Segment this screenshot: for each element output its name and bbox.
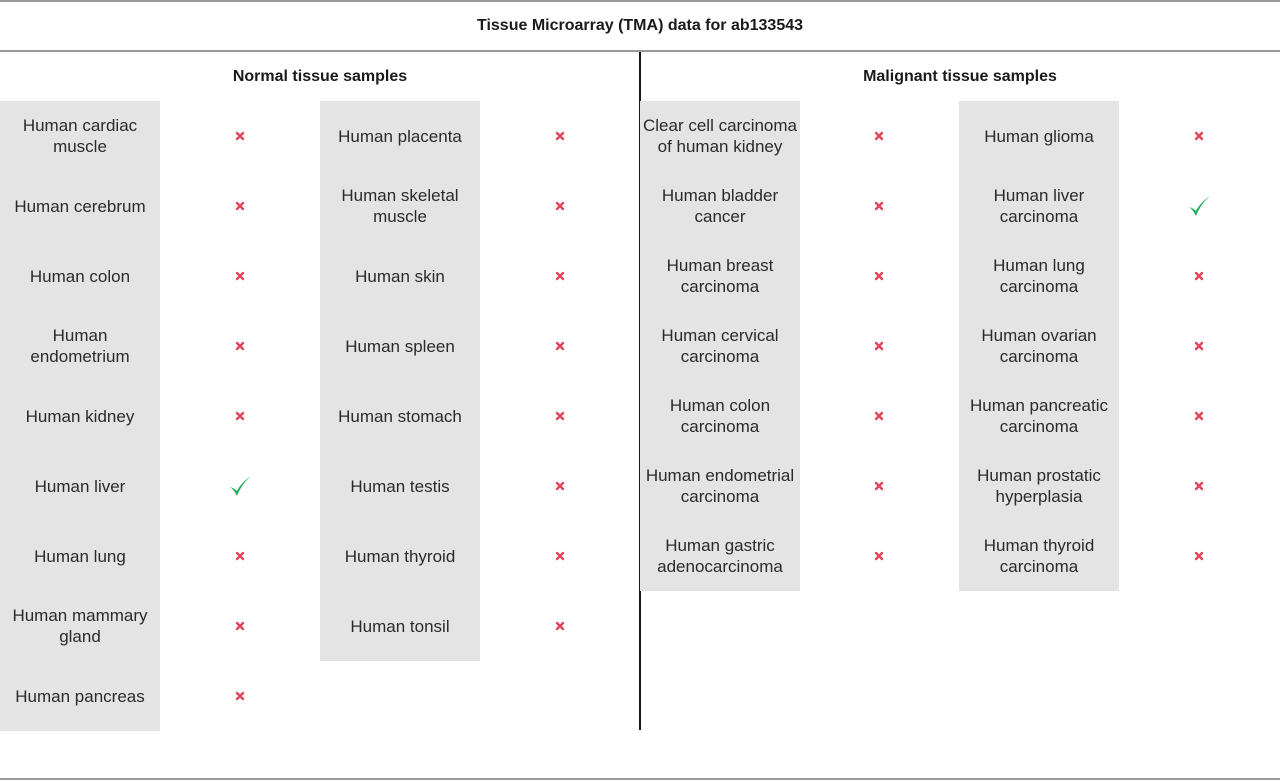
tissue-label: Human glioma bbox=[984, 126, 1094, 146]
cross-mark-icon bbox=[859, 536, 899, 576]
cross-mark-icon bbox=[220, 256, 260, 296]
tissue-label: Human breast carcinoma bbox=[666, 256, 774, 296]
tissue-label: Human endometrial carcinoma bbox=[645, 466, 795, 506]
tissue-label: Human thyroid carcinoma bbox=[983, 536, 1095, 576]
malignant-heading: Malignant tissue samples bbox=[863, 68, 1057, 85]
cross-mark-icon bbox=[859, 116, 899, 156]
cross-mark-icon bbox=[1179, 116, 1219, 156]
tissue-label: Human cardiac muscle bbox=[22, 116, 138, 156]
tissue-label: Human pancreas bbox=[15, 686, 145, 706]
cross-mark-icon bbox=[540, 186, 580, 226]
tissue-label: Human lung carcinoma bbox=[993, 256, 1085, 296]
tissue-label: Human skeletal muscle bbox=[341, 186, 459, 226]
tissue-label: Human ovarian carcinoma bbox=[981, 326, 1097, 366]
cross-mark-icon bbox=[220, 536, 260, 576]
tissue-label: Human tonsil bbox=[350, 616, 450, 636]
cross-mark-icon bbox=[859, 466, 899, 506]
cross-mark-icon bbox=[1179, 256, 1219, 296]
tissue-label: Human skin bbox=[355, 266, 445, 286]
cross-mark-icon bbox=[1179, 326, 1219, 366]
cross-mark-icon bbox=[220, 606, 260, 646]
check-mark-icon bbox=[220, 466, 260, 506]
tissue-label: Human stomach bbox=[338, 406, 462, 426]
cross-mark-icon bbox=[859, 186, 899, 226]
cross-mark-icon bbox=[1179, 396, 1219, 436]
tissue-label: Human testis bbox=[350, 476, 450, 496]
tissue-label: Human spleen bbox=[345, 336, 455, 356]
tissue-label: Human bladder cancer bbox=[661, 186, 779, 226]
cross-mark-icon bbox=[540, 326, 580, 366]
check-mark-icon bbox=[1179, 186, 1219, 226]
cross-mark-icon bbox=[220, 326, 260, 366]
cross-mark-icon bbox=[540, 536, 580, 576]
tissue-label: Human prostatic hyperplasia bbox=[977, 466, 1101, 506]
cross-mark-icon bbox=[859, 256, 899, 296]
tissue-label: Human endometrium bbox=[30, 326, 130, 366]
tissue-label: Human lung bbox=[34, 546, 126, 566]
tissue-label: Clear cell carcinoma of human kidney bbox=[643, 116, 797, 156]
cross-mark-icon bbox=[1179, 466, 1219, 506]
tissue-label: Human thyroid bbox=[344, 546, 456, 566]
cross-mark-icon bbox=[220, 396, 260, 436]
cross-mark-icon bbox=[540, 396, 580, 436]
bottom-rule bbox=[0, 778, 1280, 780]
tissue-label: Human placenta bbox=[338, 126, 462, 146]
tissue-label: Human cerebrum bbox=[14, 196, 146, 216]
tissue-label: Human liver bbox=[34, 476, 126, 496]
tissue-label: Human mammary gland bbox=[12, 606, 148, 646]
cross-mark-icon bbox=[220, 676, 260, 716]
cross-mark-icon bbox=[540, 256, 580, 296]
cross-mark-icon bbox=[540, 466, 580, 506]
cross-mark-icon bbox=[1179, 536, 1219, 576]
tissue-label: Human kidney bbox=[25, 406, 135, 426]
cross-mark-icon bbox=[540, 606, 580, 646]
page-title: Tissue Microarray (TMA) data for ab133543 bbox=[476, 17, 804, 34]
tissue-label: Human liver carcinoma bbox=[993, 186, 1085, 226]
cross-mark-icon bbox=[540, 116, 580, 156]
tissue-label: Human pancreatic carcinoma bbox=[970, 396, 1108, 436]
cross-mark-icon bbox=[859, 396, 899, 436]
tissue-label: Human colon bbox=[29, 266, 131, 286]
cross-mark-icon bbox=[220, 186, 260, 226]
tissue-label: Human colon carcinoma bbox=[669, 396, 771, 436]
tissue-label: Human cervical carcinoma bbox=[661, 326, 779, 366]
cross-mark-icon bbox=[859, 326, 899, 366]
cross-mark-icon bbox=[220, 116, 260, 156]
normal-heading: Normal tissue samples bbox=[232, 68, 408, 85]
tissue-label: Human gastric adenocarcinoma bbox=[657, 536, 783, 576]
